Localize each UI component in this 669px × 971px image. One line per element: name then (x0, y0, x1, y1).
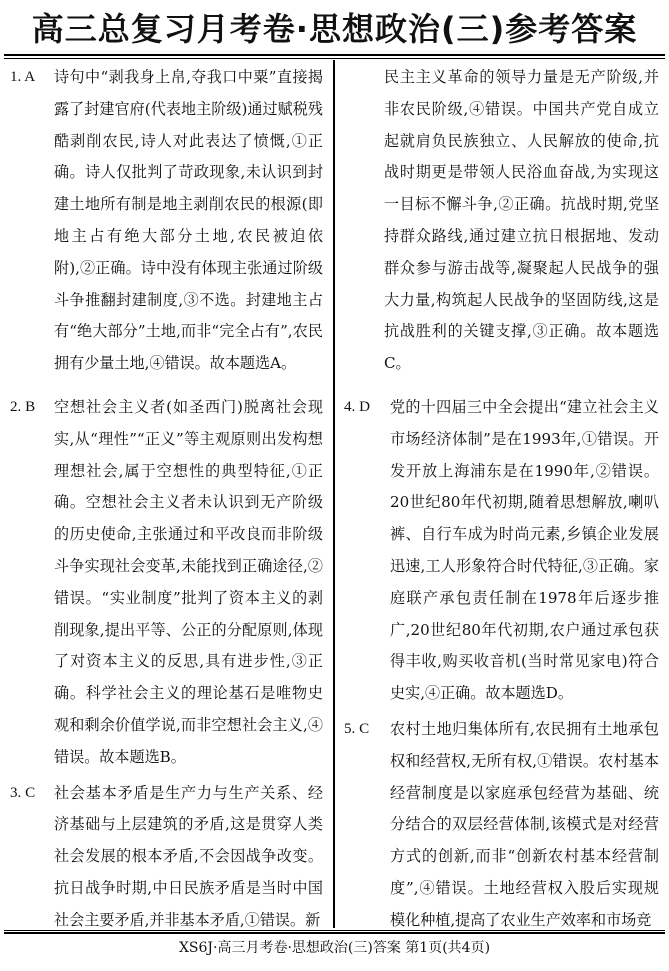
answer-text: 诗句中“剥我身上帛,夺我口中粟”直接揭露了封建官府(代表地主阶级)通过赋税残酷剥削农民,诗人对此表达了愤慨,①正确。诗人仅批判了苛政现象,未认识到封建土地所有制是地主剥削农民的根源(即地主占有绝大部分土地,农民被迫依附),②正确。诗中没有体现主张通过阶级斗争推翻封建制度,③不选。封建地主占有“绝大部分”土地,而非“完全占有”,农民拥有少量土地,④错误。故本题选A。 (54, 68, 323, 373)
answer-text: 农村土地归集体所有,农民拥有土地承包权和经营权,无所有权,①错误。农村基本经营制度是以家庭承包经营为基础、统分结合的双层经营体制,该模式是对经营方式的创新,而非“创新农村基本经营制度”,④错误。土地经营权入股后实现规模化种植,提高了农业生产效率和市场竞 (390, 719, 659, 929)
footer-rule (4, 930, 665, 931)
right-column (340, 62, 659, 937)
column-divider (333, 60, 335, 928)
header-rule (4, 54, 665, 56)
answer-item-5 (340, 714, 659, 937)
footer-rule-thick (4, 932, 665, 934)
answer-number: 3. C (10, 784, 36, 801)
answer-item-2 (4, 392, 323, 774)
left-column (4, 62, 323, 937)
answer-number: 1. A (10, 69, 36, 85)
answer-number: 4. D (344, 398, 370, 415)
answer-text: 空想社会主义者(如圣西门)脱离社会现实,从“理性”“正义”等主观原则出发构想理想社会,属于空想性的典型特征,①正确。空想社会主义者未认识到无产阶级的历史使命,主张通过和平改良而非阶级斗争实现社会变革,未能找到正确途径,②错误。“实业制度”批判了资本主义的剥削现象,提出平等、公正的分配原则,体现了对资本主义的反思,具有进步性,③正确。科学社会主义的理论基石是唯物史观和剩余价值学说,而非空想社会主义,④错误。故本题选B。 (54, 397, 323, 766)
answer-item-3 (4, 778, 323, 937)
answer-text: 党的十四届三中全会提出“建立社会主义市场经济体制”是在1993年,①错误。开发开放上海浦东是在1990年,②错误。20世纪80年代初期,随着思想解放,喇叭裤、自行车成为时尚元素,乡镇企业发展迅速,工人形象符合时代特征,③正确。家庭联产承包责任制在1978年后逐步推广,20世纪80年代初期,农户通过承包获得丰收,购买收音机(当时常见家电)符合史实,④正确。故本题选D。 (390, 397, 659, 703)
header-rule-thin (4, 58, 665, 59)
answer-item-4 (340, 392, 659, 710)
answer-item-1 (4, 62, 323, 380)
answer-item-3-continued: 民主主义革命的领导力量是无产阶级,并非农民阶级,④错误。中国共产党自成立起就肩负民族独立、人民解放的使命,抗战时期更是带领人民浴血奋战,为实现这一目标不懈斗争,②正确。抗战时期,党坚持群众路线,通过建立抗日根据地、发动群众参与游击战等,凝聚起人民战争的强大力量,构筑起人民战争的坚固防线,这是抗战胜利的关键支撑,③正确。故本题选C。 (384, 68, 659, 373)
page-title: 高三总复习月考卷·思想政治(三)参考答案 (31, 10, 638, 48)
answer-number: 2. B (10, 398, 36, 415)
answer-text: 社会基本矛盾是生产力与生产关系、经济基础与上层建筑的矛盾,这是贯穿人类社会发展的根本矛盾,不会因战争改变。抗日战争时期,中日民族矛盾是当时中国社会主要矛盾,并非基本矛盾,①错误。新 (54, 783, 323, 929)
page-footer: XS6J·高三月考卷·思想政治(三)答案 第1页(共4页) (178, 940, 491, 956)
answer-number: 5. C (344, 720, 370, 737)
